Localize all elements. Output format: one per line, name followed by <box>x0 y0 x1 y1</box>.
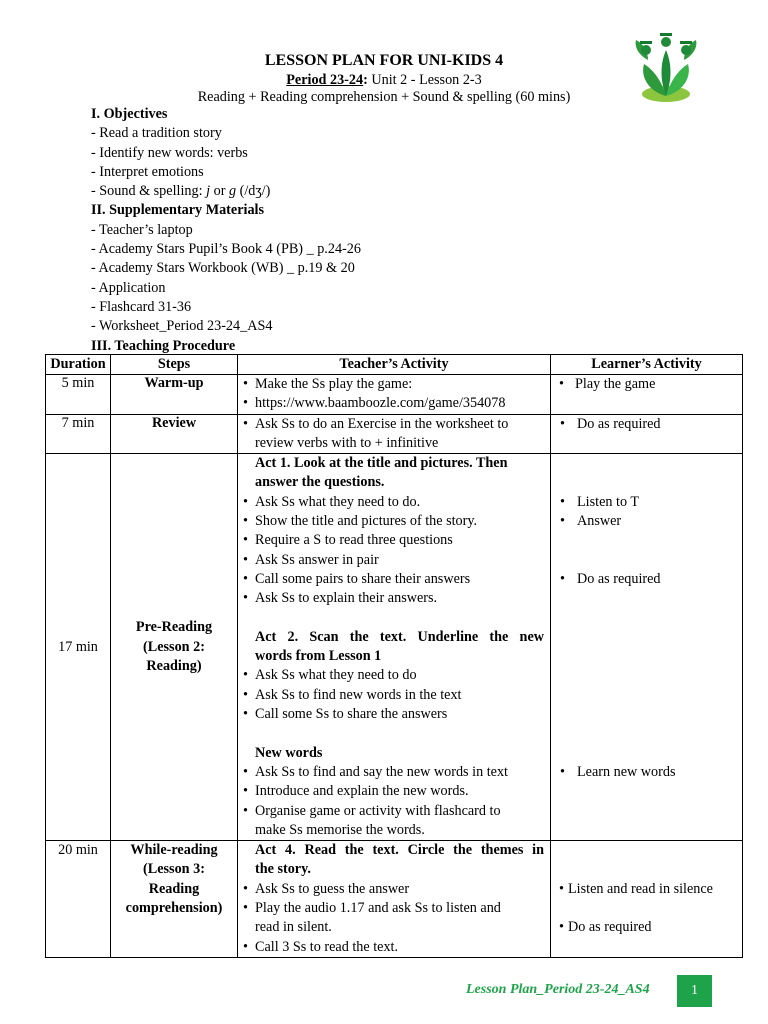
duration-cell: 17 min <box>46 454 111 841</box>
teacher-activity-cell: • Ask Ss to do an Exercise in the worksheet to review verbs with to + infinitive <box>238 414 551 454</box>
objective-item: - Identify new words: verbs <box>91 144 248 161</box>
duration-cell: 7 min <box>46 414 111 454</box>
game-link[interactable]: • https://www.baamboozle.com/game/354078 <box>238 394 550 413</box>
activity-heading: Act 4. Read the text. Circle the themes in <box>255 842 544 859</box>
step-cell: Review <box>111 414 238 454</box>
learner-activity-cell: • Do as required <box>551 414 743 454</box>
period-line: Period 23-24: Unit 2 - Lesson 2-3 <box>286 72 482 88</box>
objective-item: - Sound & spelling: j or g (/dʒ/) <box>91 183 271 200</box>
objectives-heading: I. Objectives <box>91 106 168 122</box>
objective-item: - Interpret emotions <box>91 163 204 180</box>
table-row-review <box>46 414 743 454</box>
page-number: 1 <box>677 975 712 1007</box>
period-label: Period 23-24 <box>286 72 364 88</box>
lesson-subtitle: Reading + Reading comprehension + Sound & spelling (60 mins) <box>197 89 571 105</box>
material-item: - Academy Stars Workbook (WB) _ p.19 & 20 <box>91 260 355 277</box>
material-item: - Teacher’s laptop <box>91 221 193 238</box>
table-row-warmup <box>46 375 743 415</box>
procedure-heading: III. Teaching Procedure <box>91 337 236 354</box>
footer-label: Lesson Plan_Period 23-24_AS4 <box>466 982 650 997</box>
step-cell: While-reading (Lesson 3: Reading comprehension) <box>111 841 238 958</box>
learner-activity-cell: • Listen and read in silence • Do as required <box>551 841 743 958</box>
material-item: - Worksheet_Period 23-24_AS4 <box>91 318 273 335</box>
material-item: - Application <box>91 279 166 296</box>
material-item: - Academy Stars Pupil’s Book 4 (PB) _ p.24-26 <box>91 241 361 258</box>
learner-activity-cell: • Listen to T • Answer • Do as required • Learn new words <box>551 454 743 841</box>
table-row-prereading <box>46 454 743 841</box>
step-cell: Warm-up <box>111 375 238 415</box>
period-unit: Unit 2 - Lesson 2-3 <box>367 72 482 88</box>
materials-heading: II. Supplementary Materials <box>91 202 265 219</box>
material-item: - Flashcard 31-36 <box>91 298 192 315</box>
objective-item: - Read a tradition story <box>91 125 222 142</box>
teacher-activity-cell: Act 4. Read the text. Circle the themes in the story. • Ask Ss to guess the answer • Play the audio 1.17 and ask Ss to listen and read in silent. • Call 3 Ss to read the text. <box>238 841 551 958</box>
column-header-duration: Duration <box>46 355 111 375</box>
teaching-procedure-table <box>45 354 743 958</box>
duration-cell: 5 min <box>46 375 111 415</box>
teacher-activity-cell: Act 1. Look at the title and pictures. Then answer the questions. • Ask Ss what they need to do. • Show the title and pictures of the story. • Require a S to read three questions • Ask Ss answer in pair • Call some pairs to share their answers • Ask Ss to explain their answers. Act 2. Scan the text. Underline the new words from Lesson 1 • Ask Ss what they need to do • Ask Ss to find new words in the text • Call some Ss to share the answers New words • Ask Ss to find and say the new words in text • Introduce and explain the new words. • Organise game or activity with flashcard to make Ss memorise the words. <box>238 454 551 841</box>
learner-activity-cell: • Play the game <box>551 375 743 415</box>
duration-cell: 20 min <box>46 841 111 958</box>
activity-heading: Act 1. Look at the title and pictures. Then <box>255 455 508 472</box>
column-header-teacher-activity: Teacher’s Activity <box>238 355 551 375</box>
teacher-activity-cell: • Make the Ss play the game: • https://www.baamboozle.com/game/354078 <box>238 375 551 415</box>
column-header-steps: Steps <box>111 355 238 375</box>
table-row-whilereading <box>46 841 743 958</box>
new-words-heading: New words <box>255 744 323 761</box>
table-header-row <box>46 355 743 375</box>
document-title: LESSON PLAN FOR UNI-KIDS 4 <box>264 52 504 69</box>
column-header-learner-activity: Learner’s Activity <box>551 355 743 375</box>
step-cell: Pre-Reading (Lesson 2: Reading) <box>111 454 238 841</box>
plan-intro <box>91 105 691 356</box>
activity-heading: Act 2. Scan the text. Underline the new <box>255 628 544 645</box>
